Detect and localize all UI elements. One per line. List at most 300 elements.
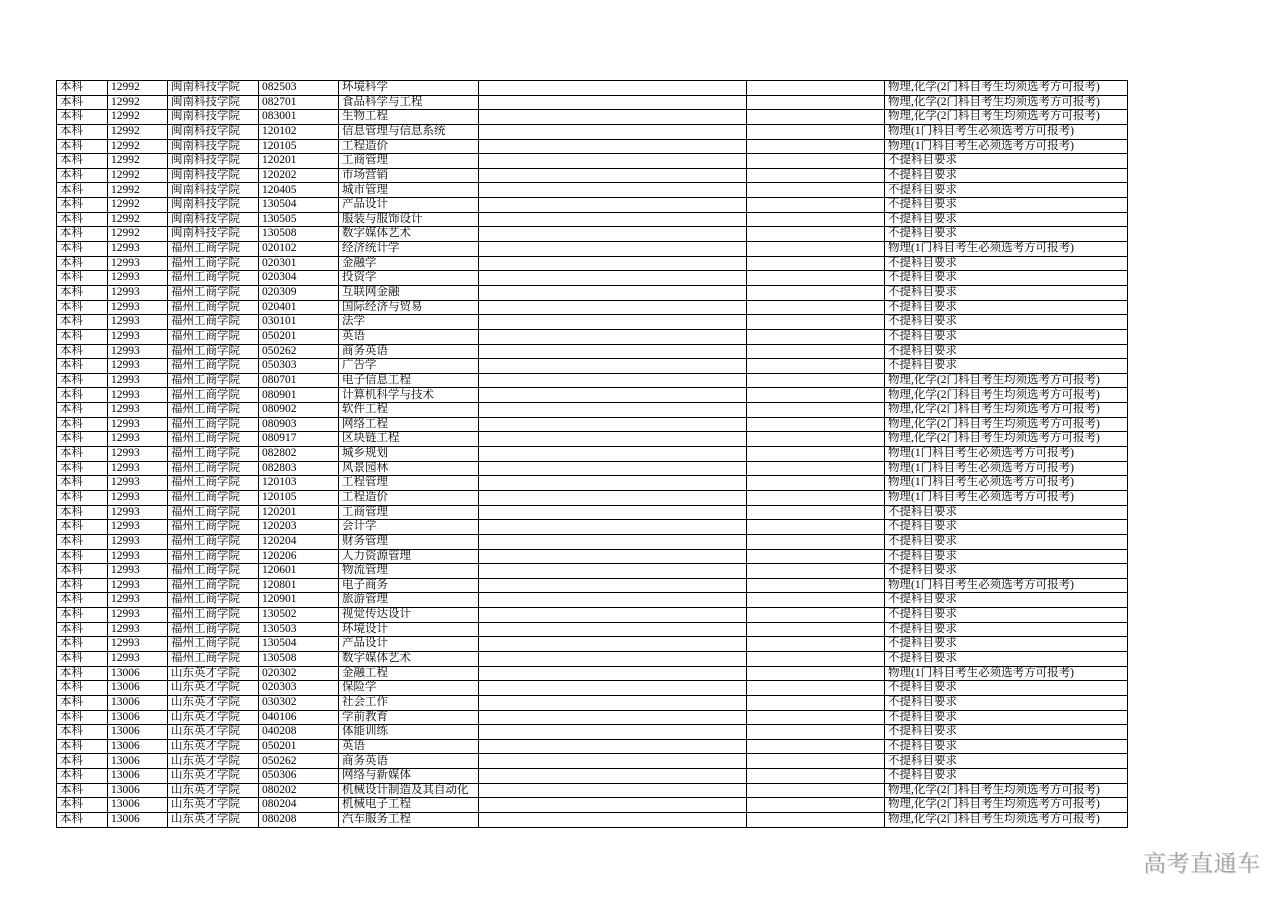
note-cell xyxy=(479,154,747,169)
note-cell xyxy=(747,461,885,476)
level-cell: 本科 xyxy=(57,666,108,681)
level-cell: 本科 xyxy=(57,432,108,447)
major-name-cell: 服装与服饰设计 xyxy=(339,212,479,227)
major-name-cell: 工程造价 xyxy=(339,490,479,505)
requirement-cell: 不提科目要求 xyxy=(885,329,1128,344)
requirement-cell: 物理(1门科目考生必须选考方可报考) xyxy=(885,461,1128,476)
major-code-cell: 120601 xyxy=(259,564,339,579)
note-cell xyxy=(479,549,747,564)
school-name-cell: 山东英才学院 xyxy=(168,725,259,740)
note-cell xyxy=(479,242,747,257)
requirement-cell: 不提科目要求 xyxy=(885,637,1128,652)
requirement-cell: 物理,化学(2门科目考生均须选考方可报考) xyxy=(885,403,1128,418)
school-code-cell: 13006 xyxy=(108,798,168,813)
school-code-cell: 13006 xyxy=(108,695,168,710)
table-row xyxy=(57,285,1128,300)
requirement-cell: 不提科目要求 xyxy=(885,154,1128,169)
school-code-cell: 12992 xyxy=(108,95,168,110)
table-row xyxy=(57,813,1128,828)
requirement-cell: 不提科目要求 xyxy=(885,198,1128,213)
major-name-cell: 网络与新媒体 xyxy=(339,769,479,784)
school-code-cell: 12993 xyxy=(108,622,168,637)
school-name-cell: 福州工商学院 xyxy=(168,549,259,564)
note-cell xyxy=(747,666,885,681)
note-cell xyxy=(479,666,747,681)
requirement-cell: 不提科目要求 xyxy=(885,681,1128,696)
level-cell: 本科 xyxy=(57,461,108,476)
requirement-cell: 物理(1门科目考生必须选考方可报考) xyxy=(885,476,1128,491)
note-cell xyxy=(747,256,885,271)
school-name-cell: 山东英才学院 xyxy=(168,666,259,681)
school-code-cell: 12993 xyxy=(108,476,168,491)
major-name-cell: 数字媒体艺术 xyxy=(339,227,479,242)
school-name-cell: 闽南科技学院 xyxy=(168,124,259,139)
note-cell xyxy=(747,359,885,374)
note-cell xyxy=(747,534,885,549)
level-cell: 本科 xyxy=(57,168,108,183)
note-cell xyxy=(747,81,885,96)
requirement-cell: 不提科目要求 xyxy=(885,725,1128,740)
school-name-cell: 福州工商学院 xyxy=(168,344,259,359)
note-cell xyxy=(747,608,885,623)
level-cell: 本科 xyxy=(57,710,108,725)
table-row xyxy=(57,608,1128,623)
school-name-cell: 闽南科技学院 xyxy=(168,139,259,154)
major-code-cell: 120901 xyxy=(259,593,339,608)
note-cell xyxy=(479,315,747,330)
requirement-cell: 物理(1门科目考生必须选考方可报考) xyxy=(885,578,1128,593)
major-code-cell: 120405 xyxy=(259,183,339,198)
table-row xyxy=(57,242,1128,257)
school-name-cell: 福州工商学院 xyxy=(168,461,259,476)
school-code-cell: 12992 xyxy=(108,212,168,227)
table-row xyxy=(57,168,1128,183)
school-code-cell: 12992 xyxy=(108,183,168,198)
note-cell xyxy=(479,534,747,549)
major-name-cell: 视觉传达设计 xyxy=(339,608,479,623)
major-code-cell: 130504 xyxy=(259,198,339,213)
school-name-cell: 福州工商学院 xyxy=(168,271,259,286)
note-cell xyxy=(747,593,885,608)
level-cell: 本科 xyxy=(57,212,108,227)
school-code-cell: 12993 xyxy=(108,651,168,666)
major-code-cell: 120203 xyxy=(259,520,339,535)
school-code-cell: 13006 xyxy=(108,739,168,754)
school-code-cell: 12993 xyxy=(108,373,168,388)
major-code-cell: 120206 xyxy=(259,549,339,564)
note-cell xyxy=(747,139,885,154)
major-name-cell: 食品科学与工程 xyxy=(339,95,479,110)
major-code-cell: 080202 xyxy=(259,783,339,798)
major-code-cell: 082503 xyxy=(259,81,339,96)
major-code-cell: 040208 xyxy=(259,725,339,740)
note-cell xyxy=(747,651,885,666)
level-cell: 本科 xyxy=(57,388,108,403)
table-row xyxy=(57,227,1128,242)
requirement-cell: 物理,化学(2门科目考生均须选考方可报考) xyxy=(885,783,1128,798)
note-cell xyxy=(747,578,885,593)
major-name-cell: 投资学 xyxy=(339,271,479,286)
note-cell xyxy=(747,710,885,725)
requirement-cell: 物理(1门科目考生必须选考方可报考) xyxy=(885,447,1128,462)
note-cell xyxy=(479,725,747,740)
school-code-cell: 12992 xyxy=(108,124,168,139)
level-cell: 本科 xyxy=(57,198,108,213)
school-code-cell: 12992 xyxy=(108,168,168,183)
major-name-cell: 法学 xyxy=(339,315,479,330)
table-row xyxy=(57,505,1128,520)
major-code-cell: 080902 xyxy=(259,403,339,418)
major-code-cell: 030101 xyxy=(259,315,339,330)
requirement-cell: 物理,化学(2门科目考生均须选考方可报考) xyxy=(885,110,1128,125)
note-cell xyxy=(479,139,747,154)
note-cell xyxy=(747,198,885,213)
note-cell xyxy=(747,124,885,139)
table-row xyxy=(57,520,1128,535)
note-cell xyxy=(479,388,747,403)
school-name-cell: 山东英才学院 xyxy=(168,783,259,798)
requirement-cell: 物理(1门科目考生必须选考方可报考) xyxy=(885,666,1128,681)
table-row xyxy=(57,681,1128,696)
note-cell xyxy=(479,198,747,213)
major-code-cell: 020309 xyxy=(259,285,339,300)
note-cell xyxy=(479,798,747,813)
requirement-cell: 物理,化学(2门科目考生均须选考方可报考) xyxy=(885,813,1128,828)
school-name-cell: 福州工商学院 xyxy=(168,651,259,666)
level-cell: 本科 xyxy=(57,798,108,813)
table-row xyxy=(57,798,1128,813)
table-row xyxy=(57,769,1128,784)
major-code-cell: 120105 xyxy=(259,139,339,154)
level-cell: 本科 xyxy=(57,608,108,623)
note-cell xyxy=(747,798,885,813)
table-row xyxy=(57,417,1128,432)
school-name-cell: 福州工商学院 xyxy=(168,534,259,549)
school-code-cell: 12993 xyxy=(108,564,168,579)
major-code-cell: 050262 xyxy=(259,344,339,359)
note-cell xyxy=(747,403,885,418)
note-cell xyxy=(747,564,885,579)
major-code-cell: 120204 xyxy=(259,534,339,549)
school-code-cell: 13006 xyxy=(108,813,168,828)
table-row xyxy=(57,549,1128,564)
requirement-cell: 不提科目要求 xyxy=(885,344,1128,359)
school-name-cell: 山东英才学院 xyxy=(168,769,259,784)
table-row xyxy=(57,725,1128,740)
level-cell: 本科 xyxy=(57,754,108,769)
note-cell xyxy=(479,476,747,491)
note-cell xyxy=(747,285,885,300)
note-cell xyxy=(479,769,747,784)
level-cell: 本科 xyxy=(57,95,108,110)
major-name-cell: 环境设计 xyxy=(339,622,479,637)
note-cell xyxy=(479,212,747,227)
major-code-cell: 130508 xyxy=(259,227,339,242)
requirement-cell: 不提科目要求 xyxy=(885,285,1128,300)
requirement-cell: 不提科目要求 xyxy=(885,769,1128,784)
table-row xyxy=(57,403,1128,418)
school-code-cell: 12993 xyxy=(108,417,168,432)
note-cell xyxy=(747,739,885,754)
requirement-cell: 不提科目要求 xyxy=(885,271,1128,286)
note-cell xyxy=(747,681,885,696)
note-cell xyxy=(747,520,885,535)
table-row xyxy=(57,359,1128,374)
school-code-cell: 12993 xyxy=(108,461,168,476)
note-cell xyxy=(747,622,885,637)
school-code-cell: 12993 xyxy=(108,315,168,330)
requirement-cell: 不提科目要求 xyxy=(885,549,1128,564)
table-row xyxy=(57,271,1128,286)
note-cell xyxy=(479,110,747,125)
major-name-cell: 工程造价 xyxy=(339,139,479,154)
school-name-cell: 闽南科技学院 xyxy=(168,198,259,213)
note-cell xyxy=(747,329,885,344)
school-code-cell: 12993 xyxy=(108,608,168,623)
table-row xyxy=(57,110,1128,125)
major-name-cell: 数字媒体艺术 xyxy=(339,651,479,666)
note-cell xyxy=(747,505,885,520)
school-name-cell: 福州工商学院 xyxy=(168,403,259,418)
major-name-cell: 广告学 xyxy=(339,359,479,374)
school-name-cell: 山东英才学院 xyxy=(168,798,259,813)
level-cell: 本科 xyxy=(57,285,108,300)
major-name-cell: 软件工程 xyxy=(339,403,479,418)
note-cell xyxy=(747,725,885,740)
major-code-cell: 120801 xyxy=(259,578,339,593)
note-cell xyxy=(479,168,747,183)
school-code-cell: 13006 xyxy=(108,725,168,740)
note-cell xyxy=(479,564,747,579)
note-cell xyxy=(479,681,747,696)
major-code-cell: 130502 xyxy=(259,608,339,623)
school-name-cell: 福州工商学院 xyxy=(168,637,259,652)
major-name-cell: 区块链工程 xyxy=(339,432,479,447)
table-row xyxy=(57,490,1128,505)
school-code-cell: 12993 xyxy=(108,505,168,520)
requirement-cell: 不提科目要求 xyxy=(885,315,1128,330)
level-cell: 本科 xyxy=(57,681,108,696)
major-code-cell: 020401 xyxy=(259,300,339,315)
note-cell xyxy=(479,124,747,139)
note-cell xyxy=(747,227,885,242)
table-row xyxy=(57,315,1128,330)
note-cell xyxy=(479,461,747,476)
school-code-cell: 12993 xyxy=(108,637,168,652)
table-row xyxy=(57,139,1128,154)
requirement-cell: 物理(1门科目考生必须选考方可报考) xyxy=(885,490,1128,505)
note-cell xyxy=(747,549,885,564)
school-code-cell: 13006 xyxy=(108,681,168,696)
table-row xyxy=(57,432,1128,447)
table-row xyxy=(57,388,1128,403)
requirement-cell: 物理(1门科目考生必须选考方可报考) xyxy=(885,139,1128,154)
school-code-cell: 12993 xyxy=(108,593,168,608)
major-name-cell: 机械设计制造及其自动化 xyxy=(339,783,479,798)
major-code-cell: 082701 xyxy=(259,95,339,110)
note-cell xyxy=(479,505,747,520)
requirement-cell: 不提科目要求 xyxy=(885,622,1128,637)
level-cell: 本科 xyxy=(57,139,108,154)
major-code-cell: 120103 xyxy=(259,476,339,491)
table-row xyxy=(57,95,1128,110)
note-cell xyxy=(747,769,885,784)
major-code-cell: 050201 xyxy=(259,329,339,344)
school-name-cell: 闽南科技学院 xyxy=(168,81,259,96)
major-code-cell: 120202 xyxy=(259,168,339,183)
requirement-cell: 物理,化学(2门科目考生均须选考方可报考) xyxy=(885,388,1128,403)
note-cell xyxy=(747,154,885,169)
note-cell xyxy=(479,710,747,725)
major-name-cell: 生物工程 xyxy=(339,110,479,125)
requirement-cell: 物理(1门科目考生必须选考方可报考) xyxy=(885,124,1128,139)
level-cell: 本科 xyxy=(57,256,108,271)
major-name-cell: 互联网金融 xyxy=(339,285,479,300)
note-cell xyxy=(479,813,747,828)
school-code-cell: 12992 xyxy=(108,81,168,96)
school-name-cell: 闽南科技学院 xyxy=(168,110,259,125)
requirement-cell: 物理,化学(2门科目考生均须选考方可报考) xyxy=(885,81,1128,96)
school-name-cell: 山东英才学院 xyxy=(168,754,259,769)
major-code-cell: 080208 xyxy=(259,813,339,828)
school-name-cell: 福州工商学院 xyxy=(168,490,259,505)
major-code-cell: 082802 xyxy=(259,447,339,462)
table-row xyxy=(57,739,1128,754)
school-name-cell: 福州工商学院 xyxy=(168,622,259,637)
level-cell: 本科 xyxy=(57,315,108,330)
school-code-cell: 12993 xyxy=(108,578,168,593)
school-name-cell: 山东英才学院 xyxy=(168,695,259,710)
table-row xyxy=(57,476,1128,491)
note-cell xyxy=(747,813,885,828)
requirement-cell: 不提科目要求 xyxy=(885,183,1128,198)
school-name-cell: 福州工商学院 xyxy=(168,578,259,593)
note-cell xyxy=(479,227,747,242)
note-cell xyxy=(479,403,747,418)
major-name-cell: 学前教育 xyxy=(339,710,479,725)
requirement-cell: 不提科目要求 xyxy=(885,593,1128,608)
school-name-cell: 福州工商学院 xyxy=(168,300,259,315)
major-name-cell: 汽车服务工程 xyxy=(339,813,479,828)
major-name-cell: 计算机科学与技术 xyxy=(339,388,479,403)
major-code-cell: 080701 xyxy=(259,373,339,388)
school-code-cell: 12993 xyxy=(108,432,168,447)
school-code-cell: 12993 xyxy=(108,242,168,257)
requirement-cell: 不提科目要求 xyxy=(885,739,1128,754)
school-name-cell: 山东英才学院 xyxy=(168,681,259,696)
major-name-cell: 市场营销 xyxy=(339,168,479,183)
school-code-cell: 12993 xyxy=(108,520,168,535)
school-code-cell: 13006 xyxy=(108,769,168,784)
major-name-cell: 金融学 xyxy=(339,256,479,271)
table-row xyxy=(57,461,1128,476)
requirement-cell: 不提科目要求 xyxy=(885,754,1128,769)
level-cell: 本科 xyxy=(57,637,108,652)
table-row xyxy=(57,81,1128,96)
major-code-cell: 120105 xyxy=(259,490,339,505)
school-code-cell: 12992 xyxy=(108,227,168,242)
requirement-cell: 不提科目要求 xyxy=(885,695,1128,710)
school-name-cell: 山东英才学院 xyxy=(168,739,259,754)
table-row xyxy=(57,783,1128,798)
major-code-cell: 050303 xyxy=(259,359,339,374)
table-row xyxy=(57,300,1128,315)
note-cell xyxy=(747,242,885,257)
note-cell xyxy=(479,432,747,447)
level-cell: 本科 xyxy=(57,476,108,491)
requirement-cell: 不提科目要求 xyxy=(885,651,1128,666)
note-cell xyxy=(747,476,885,491)
major-name-cell: 商务英语 xyxy=(339,344,479,359)
major-name-cell: 英语 xyxy=(339,329,479,344)
major-code-cell: 080901 xyxy=(259,388,339,403)
school-name-cell: 山东英才学院 xyxy=(168,813,259,828)
school-code-cell: 13006 xyxy=(108,666,168,681)
major-name-cell: 旅游管理 xyxy=(339,593,479,608)
school-name-cell: 福州工商学院 xyxy=(168,373,259,388)
note-cell xyxy=(479,593,747,608)
requirement-cell: 不提科目要求 xyxy=(885,212,1128,227)
major-name-cell: 产品设计 xyxy=(339,198,479,213)
level-cell: 本科 xyxy=(57,783,108,798)
school-code-cell: 12993 xyxy=(108,534,168,549)
table-row xyxy=(57,710,1128,725)
school-code-cell: 12993 xyxy=(108,447,168,462)
table-row xyxy=(57,447,1128,462)
major-name-cell: 风景园林 xyxy=(339,461,479,476)
school-code-cell: 12993 xyxy=(108,549,168,564)
level-cell: 本科 xyxy=(57,769,108,784)
requirement-cell: 物理,化学(2门科目考生均须选考方可报考) xyxy=(885,432,1128,447)
school-code-cell: 12993 xyxy=(108,256,168,271)
level-cell: 本科 xyxy=(57,183,108,198)
note-cell xyxy=(479,271,747,286)
level-cell: 本科 xyxy=(57,651,108,666)
requirement-cell: 不提科目要求 xyxy=(885,359,1128,374)
school-name-cell: 山东英才学院 xyxy=(168,710,259,725)
requirement-cell: 不提科目要求 xyxy=(885,168,1128,183)
school-name-cell: 福州工商学院 xyxy=(168,520,259,535)
school-code-cell: 13006 xyxy=(108,754,168,769)
requirement-cell: 不提科目要求 xyxy=(885,227,1128,242)
note-cell xyxy=(747,300,885,315)
school-name-cell: 闽南科技学院 xyxy=(168,154,259,169)
major-code-cell: 020303 xyxy=(259,681,339,696)
note-cell xyxy=(479,490,747,505)
table-row xyxy=(57,329,1128,344)
school-code-cell: 13006 xyxy=(108,710,168,725)
table-body xyxy=(57,81,1128,828)
school-code-cell: 12992 xyxy=(108,139,168,154)
note-cell xyxy=(747,344,885,359)
major-name-cell: 机械电子工程 xyxy=(339,798,479,813)
school-name-cell: 闽南科技学院 xyxy=(168,168,259,183)
note-cell xyxy=(479,578,747,593)
note-cell xyxy=(479,359,747,374)
major-code-cell: 020302 xyxy=(259,666,339,681)
level-cell: 本科 xyxy=(57,329,108,344)
school-code-cell: 12993 xyxy=(108,359,168,374)
level-cell: 本科 xyxy=(57,110,108,125)
level-cell: 本科 xyxy=(57,403,108,418)
major-name-cell: 工商管理 xyxy=(339,505,479,520)
level-cell: 本科 xyxy=(57,242,108,257)
level-cell: 本科 xyxy=(57,534,108,549)
table-row xyxy=(57,344,1128,359)
table-row xyxy=(57,695,1128,710)
table-row xyxy=(57,212,1128,227)
major-name-cell: 物流管理 xyxy=(339,564,479,579)
